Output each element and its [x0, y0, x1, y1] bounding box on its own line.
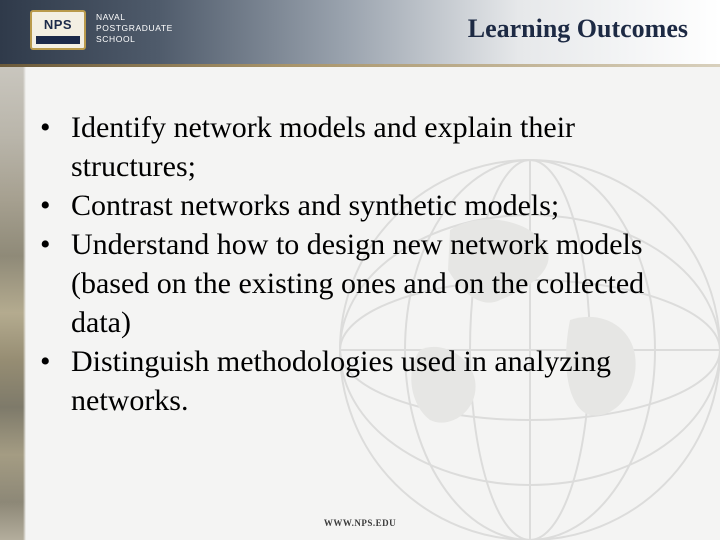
bullet-text: Distinguish methodologies used in analyzing networks. — [71, 345, 611, 417]
list-item — [40, 108, 690, 186]
nps-logo — [30, 8, 190, 54]
bullet-icon: • — [40, 189, 51, 222]
bullet-icon: • — [40, 345, 51, 378]
bullet-text: Understand how to design new network models (based on the existing ones and on the collected data) — [71, 228, 645, 339]
school-name-line: NAVAL — [96, 12, 126, 22]
bullet-text: Contrast networks and synthetic models; — [71, 189, 560, 222]
slide-title: Learning Outcomes — [467, 14, 688, 43]
bullet-icon: • — [40, 111, 51, 144]
header-divider — [0, 64, 720, 67]
list-item — [40, 342, 690, 420]
header-banner — [0, 0, 720, 64]
crest-band — [36, 36, 80, 44]
list-item — [40, 225, 690, 342]
crest-logo-text: NPS — [43, 17, 73, 32]
school-name-line: POSTGRADUATE — [96, 23, 173, 33]
school-name-line: SCHOOL — [96, 34, 136, 44]
school-name — [96, 12, 173, 45]
learning-outcomes-list — [40, 108, 690, 420]
list-item — [40, 186, 690, 225]
bullet-text: Identify network models and explain their structures; — [71, 111, 576, 183]
crest-icon — [30, 10, 86, 50]
campus-photo-strip — [0, 67, 26, 540]
footer-url: WWW.NPS.EDU — [323, 518, 397, 528]
bullet-icon: • — [40, 228, 51, 261]
